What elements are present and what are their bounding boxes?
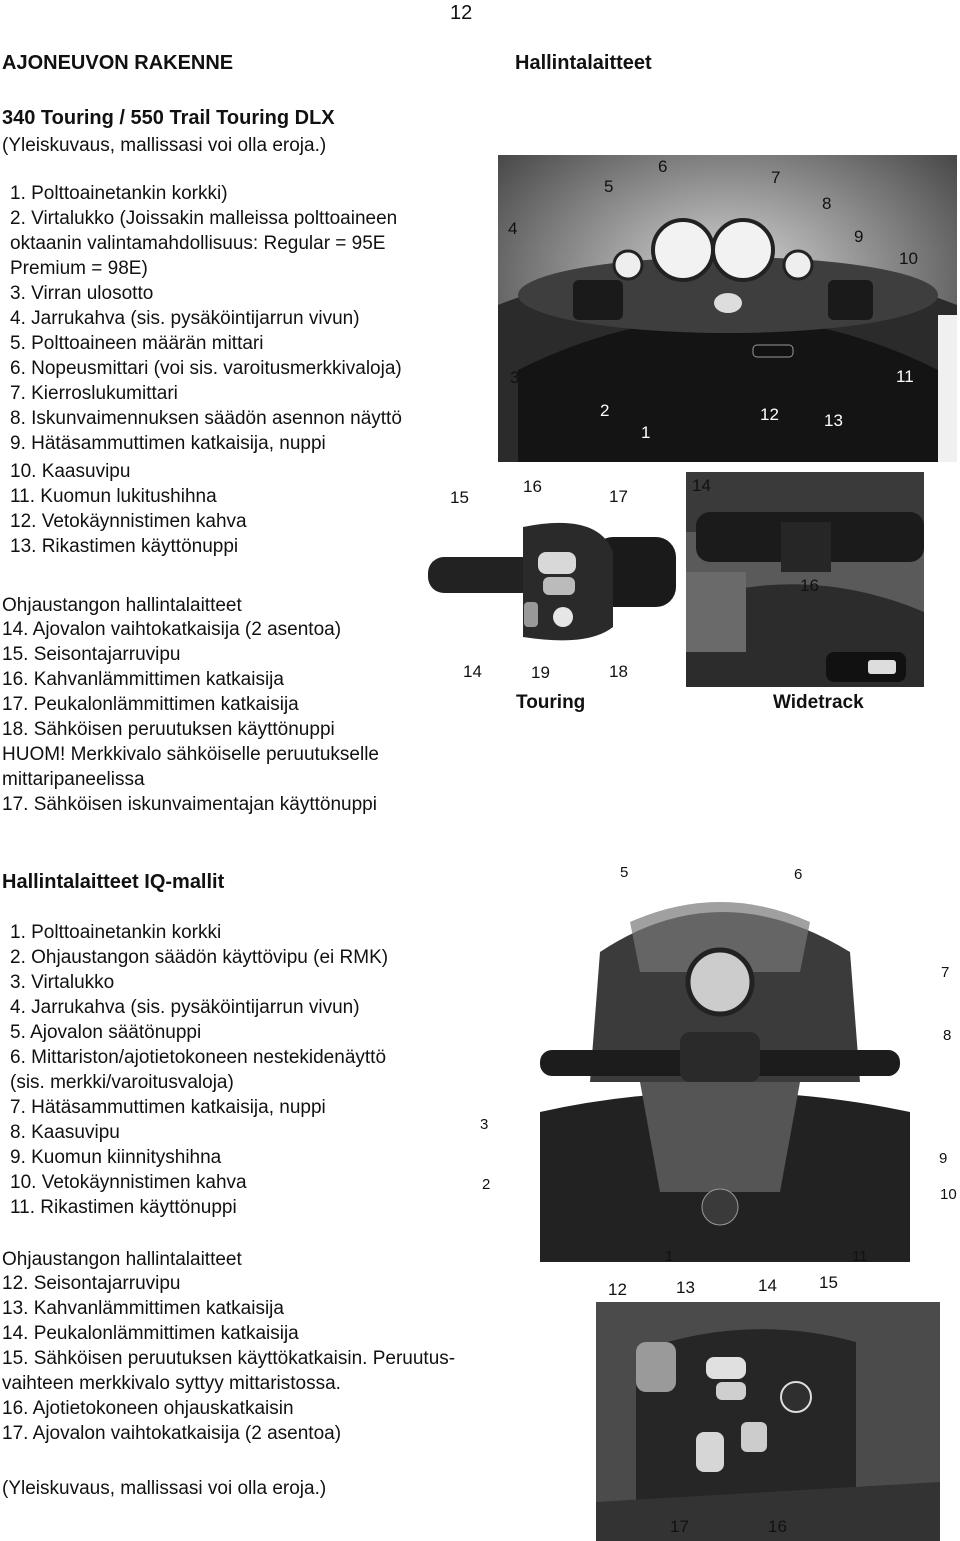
list-item: 15. Sähköisen peruutuksen käyttökatkaisin. Peruutus- [2,1348,456,1369]
page-number: 12 [450,2,473,24]
list-item: 17. Sähköisen iskunvaimentajan käyttönuppi [2,794,377,815]
callout-label: 7 [941,964,950,981]
list-item: 7. Kierroslukumittari [10,383,178,404]
callout-label: 16 [523,477,542,496]
callout-label: 13 [676,1278,695,1297]
parts-list-3 [10,920,388,1220]
widetrack-controls-photo [686,472,924,687]
callout-label: 9 [854,227,864,246]
callout-label: 5 [604,177,614,196]
caption-touring: Touring [516,692,586,713]
callout-label: 16 [800,576,819,595]
callout-label: 12 [608,1280,627,1299]
list-item: HUOM! Merkkivalo sähköiselle peruutukselle [2,744,379,765]
section-heading: Ohjaustangon hallintalaitteet [2,595,242,616]
callout-label: 1 [665,1248,674,1262]
iq-switch-illustration [596,1272,940,1541]
list-item: 1. Polttoainetankin korkki) [10,183,228,204]
list-item: vaihteen merkkivalo syttyy mittaristossa. [2,1373,341,1394]
list-item: (sis. merkki/varoitusvaloja) [10,1072,234,1093]
caption-widetrack: Widetrack [773,692,864,713]
callout-label: 3 [480,1116,489,1133]
callout-label: 18 [609,662,628,681]
list-item: 2. Virtalukko (Joissakin malleissa polttoaineen [10,208,398,229]
callout-label: 15 [819,1273,838,1292]
list-item: 12. Seisontajarruvipu [2,1273,181,1294]
list-item: 8. Kaasuvipu [10,1122,120,1143]
note-top: (Yleiskuvaus, mallissasi voi olla eroja.) [2,135,327,156]
callout-label: 6 [658,157,668,176]
callout-label: 11 [896,367,914,386]
model-title: 340 Touring / 550 Trail Touring DLX [2,107,335,129]
touring-controls-photo [428,472,676,687]
callout-label: 3 [510,368,520,387]
list-item: 16. Kahvanlämmittimen katkaisija [2,669,284,690]
callout-label: 17 [670,1517,689,1536]
list-item: 5. Polttoaineen määrän mittari [10,333,264,354]
section-heading: Ohjaustangon hallintalaitteet [2,1249,242,1270]
list-item: 18. Sähköisen peruutuksen käyttönuppi [2,719,335,740]
callout-label: 11 [852,1248,868,1262]
list-item: 15. Seisontajarruvipu [2,644,181,665]
list-item: 6. Nopeusmittari (voi sis. varoitusmerkkivaloja) [10,358,402,379]
list-item: 6. Mittariston/ajotietokoneen nestekidenäyttö [10,1047,387,1068]
list-item: 14. Ajovalon vaihtokatkaisija (2 asentoa) [2,619,342,640]
list-item: 7. Hätäsammuttimen katkaisija, nuppi [10,1097,326,1118]
callout-label: 14 [758,1276,777,1295]
list-item: 8. Iskunvaimennuksen säädön asennon näyttö [10,408,402,429]
section-heading: AJONEUVON RAKENNE [2,52,234,74]
list-item: 2. Ohjaustangon säädön käyttövipu (ei RMK) [10,947,389,968]
callout-label: 4 [508,219,518,238]
dashboard-illustration [498,155,957,462]
callout-label: 2 [600,401,610,420]
list-item: 13. Rikastimen käyttönuppi [10,536,239,557]
callout-label: 10 [940,1186,957,1203]
list-item: Premium = 98E) [10,258,148,279]
callout-label: 10 [899,249,918,268]
list-item: 10. Kaasuvipu [10,461,131,482]
list-item: 3. Virtalukko [10,972,115,993]
list-item: oktaanin valintamahdollisuus: Regular = 95E [10,233,386,254]
parts-list-1 [10,181,402,559]
list-item: 12. Vetokäynnistimen kahva [10,511,247,532]
parts-list-2 [2,617,379,817]
right-heading: Hallintalaitteet [515,52,652,74]
callout-label: 12 [760,405,779,424]
callout-label: 19 [531,663,550,682]
callout-label: 7 [771,168,781,187]
list-item: 4. Jarrukahva (sis. pysäköintijarrun vivun) [10,997,360,1018]
callout-label: 8 [822,194,832,213]
list-item: 16. Ajotietokoneen ohjauskatkaisin [2,1398,294,1419]
list-item: 10. Vetokäynnistimen kahva [10,1172,247,1193]
list-item: 11. Kuomun lukitushihna [10,486,217,507]
callout-label: 15 [450,488,469,507]
note-bottom: (Yleiskuvaus, mallissasi voi olla eroja.) [2,1478,327,1499]
section-heading: Hallintalaitteet IQ-mallit [2,871,225,893]
list-item: 3. Virran ulosotto [10,283,154,304]
list-item: 13. Kahvanlämmittimen katkaisija [2,1298,284,1319]
list-item: 11. Rikastimen käyttönuppi [10,1197,237,1218]
callout-label: 1 [641,423,651,442]
list-item: 9. Hätäsammuttimen katkaisija, nuppi [10,433,326,454]
dashboard-photo [498,155,957,462]
list-item: 4. Jarrukahva (sis. pysäköintijarrun vivun) [10,308,360,329]
callout-label: 16 [768,1517,787,1536]
list-item: 17. Peukalonlämmittimen katkaisija [2,694,299,715]
parts-list-4 [2,1271,455,1446]
list-item: 17. Ajovalon vaihtokatkaisija (2 asentoa) [2,1423,342,1444]
iq-dashboard-illustration [480,862,958,1262]
callout-label: 13 [824,411,843,430]
list-item: 1. Polttoainetankin korkki [10,922,222,943]
callout-label: 8 [943,1027,952,1044]
callout-label: 9 [939,1150,948,1167]
iq-dashboard-photo [480,862,958,1262]
list-item: 9. Kuomun kiinnityshihna [10,1147,222,1168]
list-item: 5. Ajovalon säätönuppi [10,1022,202,1043]
callout-label: 17 [609,487,628,506]
callout-label: 14 [463,662,482,681]
iq-switch-photo [596,1272,940,1541]
callout-label: 6 [794,866,803,883]
list-item: 14. Peukalonlämmittimen katkaisija [2,1323,299,1344]
callout-label: 14 [692,476,711,495]
callout-label: 5 [620,864,629,881]
callout-label: 2 [482,1176,491,1193]
list-item: mittaripaneelissa [2,769,145,790]
